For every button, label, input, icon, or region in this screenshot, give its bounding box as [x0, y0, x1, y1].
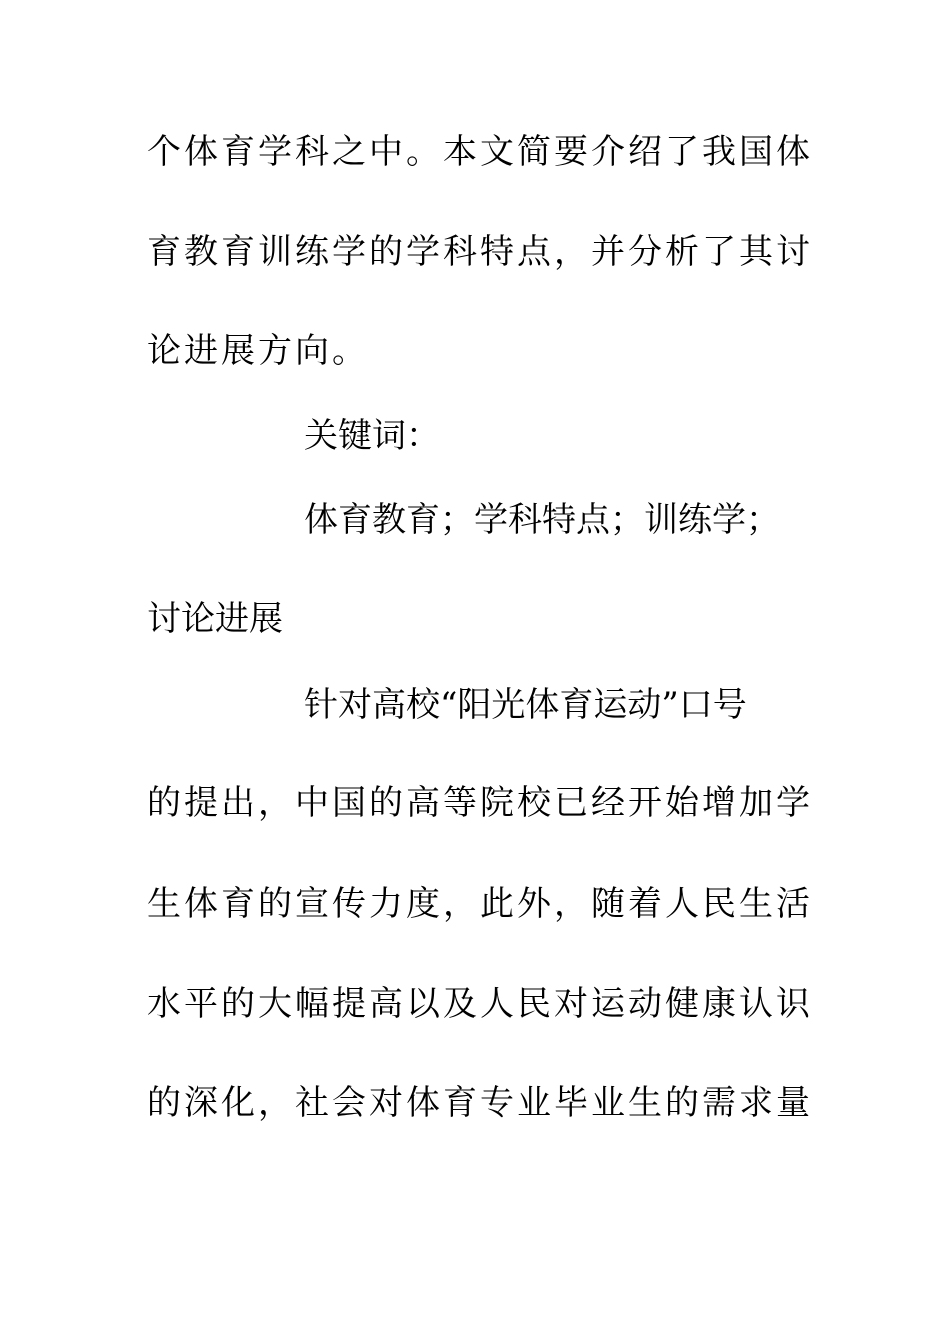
text-line: 的提出，中国的高等院校已经开始增加学	[147, 783, 813, 823]
keywords-heading: 关键词：	[304, 416, 440, 456]
keywords-list-continued: 讨论进展	[147, 599, 283, 639]
text-line: 育教育训练学的学科特点，并分析了其讨	[147, 232, 813, 272]
text-line: 水平的大幅提高以及人民对运动健康认识	[147, 984, 813, 1024]
text-line: 个体育学科之中。本文简要介绍了我国体	[147, 132, 813, 172]
keywords-list: 体育教育；学科特点；训练学；	[304, 500, 780, 540]
text-line: 的深化，社会对体育专业毕业生的需求量	[147, 1083, 813, 1123]
text-line: 生体育的宣传力度，此外，随着人民生活	[147, 884, 813, 924]
paragraph-first-line: 针对高校“阳光体育运动”口号	[304, 685, 747, 725]
text-line: 论进展方向。	[147, 331, 369, 371]
